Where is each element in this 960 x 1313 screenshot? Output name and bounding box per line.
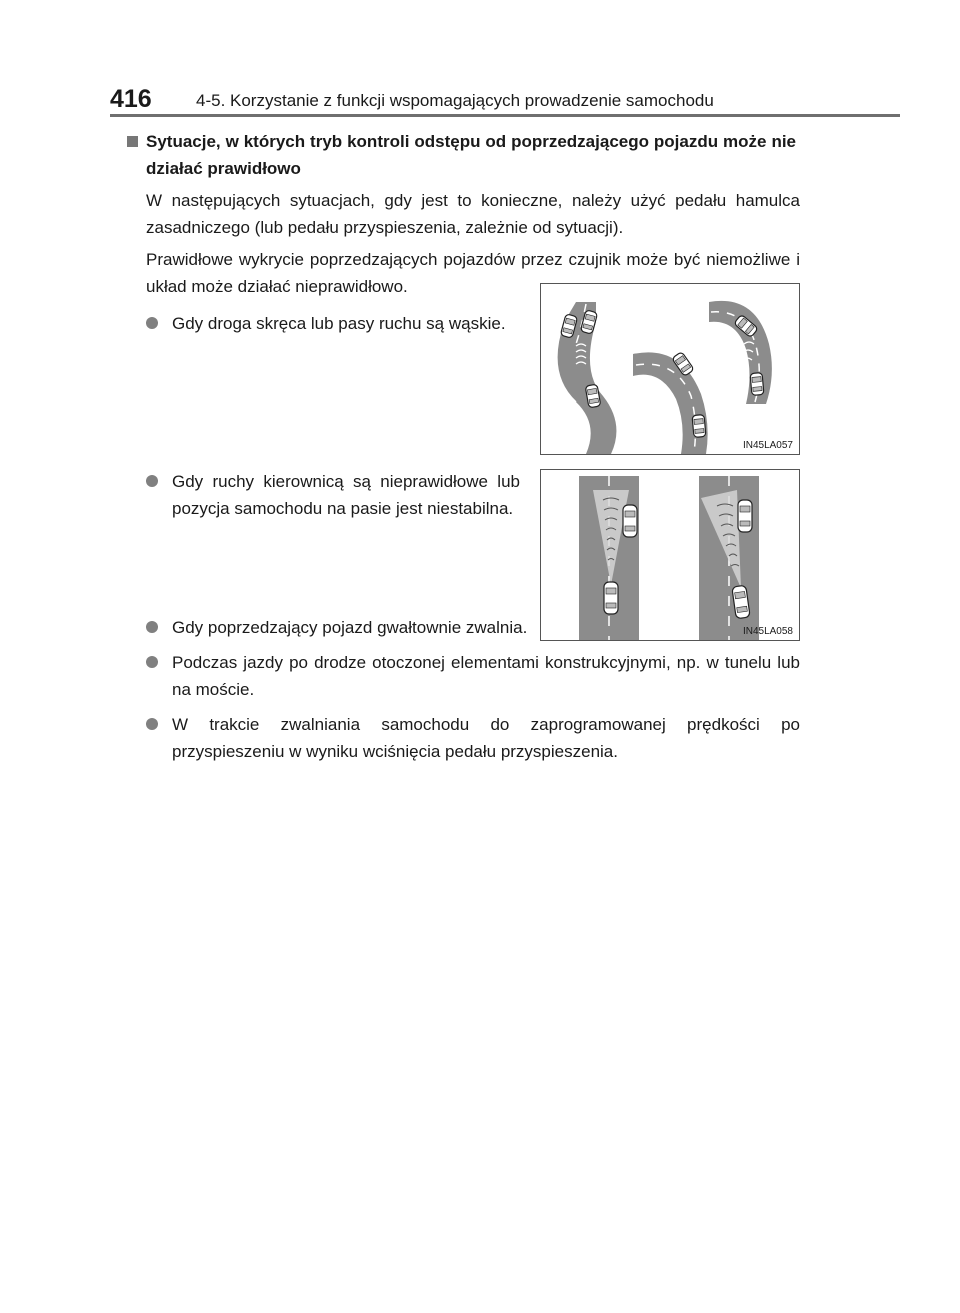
bullet-dot-icon <box>146 310 172 337</box>
bullet-item <box>124 649 800 703</box>
paragraph-1: W następujących sytuacjach, gdy jest to konieczne, należy użyć pedału hamulca zasadniczego (lub pedału przyspieszenia, zależnie od sytuacji). <box>146 191 800 237</box>
bullet-text: Gdy ruchy kierownicą są nieprawidłowe lub pozycja samochodu na pasie jest niestabilna. <box>172 472 520 518</box>
bullet-dot-icon <box>146 614 172 641</box>
page-header <box>110 80 900 114</box>
bullet-dot-icon <box>146 468 172 522</box>
page-number: 416 <box>110 85 152 113</box>
bullet-text: W trakcie zwalniania samochodu do zaprogramowanej prędkości po przyspieszeniu w wyniku wciśnięcia pedału przyspieszenia. <box>172 715 800 761</box>
header-rule <box>110 114 900 117</box>
curved-roads-illustration <box>541 284 799 454</box>
bullet-item <box>124 711 800 765</box>
bullet-text: Podczas jazdy po drodze otoczonej elementami konstrukcyjnymi, np. w tunelu lub na moście. <box>172 653 800 699</box>
bullet-dot-icon <box>146 711 172 765</box>
bullet-text: Gdy poprzedzający pojazd gwałtownie zwalnia. <box>172 618 528 637</box>
square-bullet-icon <box>124 128 146 182</box>
figure-code: IN45LA058 <box>742 626 793 637</box>
bullet-item <box>124 310 520 337</box>
section-heading <box>124 128 800 182</box>
section-title: Sytuacje, w których tryb kontroli odstępu od poprzedzającego pojazdu może nie działać prawidłowo <box>146 132 796 178</box>
chapter-title: 4-5. Korzystanie z funkcji wspomagających prowadzenie samochodu <box>196 91 714 110</box>
figure-curved-roads <box>540 283 800 455</box>
paragraph-2: Prawidłowe wykrycie poprzedzających pojazdów przez czujnik może być niemożliwe i układ może działać nieprawidłowo. <box>146 250 800 296</box>
bullet-dot-icon <box>146 649 172 703</box>
straight-lanes-illustration <box>541 470 799 640</box>
figure-code: IN45LA057 <box>742 440 793 451</box>
figure-straight-lanes <box>540 469 800 641</box>
bullet-item <box>124 468 520 522</box>
bullet-text: Gdy droga skręca lub pasy ruchu są wąskie. <box>172 314 506 333</box>
